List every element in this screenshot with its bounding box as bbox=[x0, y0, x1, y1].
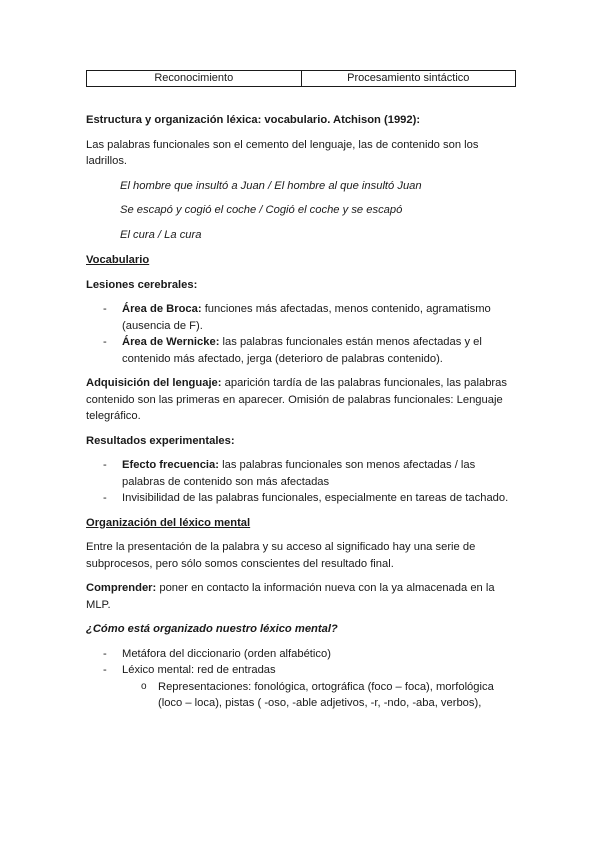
text-wernicke: las palabras funcionales están menos afectadas y el contenido más afectado, jerga (deterioro de palabras contenido). bbox=[122, 336, 482, 365]
list-item-wernicke bbox=[86, 334, 516, 367]
circle-bullet: o bbox=[141, 680, 147, 692]
heading-lesiones: Lesiones cerebrales: bbox=[86, 278, 198, 291]
document-page bbox=[86, 70, 516, 720]
final-list bbox=[86, 646, 516, 712]
lesiones-list bbox=[86, 301, 516, 367]
heading-estructura: Estructura y organización léxica: vocabulario. Atchison (1992): bbox=[86, 114, 421, 126]
text-adquisicion: aparición tardía de las palabras funcionales, las palabras contenido son las primeras en aparecer. Omisión de palabras funcionales: Lenguaje telegráfico. bbox=[86, 377, 507, 422]
paragraph-adquisicion bbox=[86, 375, 516, 425]
section-vocabulario: Vocabulario bbox=[86, 254, 150, 266]
label-broca: Área de Broca: bbox=[122, 303, 202, 315]
table-cell-procesamiento: Procesamiento sintáctico bbox=[301, 71, 516, 87]
intro-paragraph: Las palabras funcionales son el cemento del lenguaje, las de contenido son los ladrillos. bbox=[86, 138, 479, 167]
text-representaciones: Representaciones: fonológica, ortográfica (foco – foca), morfológica (loco – loca), pistas ( -oso, -able adjetivos, -r, -ndo, -aba, verbos), bbox=[158, 680, 494, 709]
example-1: El hombre que insultó a Juan / El hombre al que insultó Juan bbox=[120, 179, 422, 192]
dash-bullet: - bbox=[103, 303, 107, 315]
table-row bbox=[87, 71, 516, 87]
paragraph-comprender bbox=[86, 580, 516, 613]
dash-bullet: - bbox=[103, 336, 107, 348]
label-frecuencia: Efecto frecuencia: bbox=[122, 459, 219, 471]
section-organizacion: Organización del léxico mental bbox=[86, 516, 251, 529]
text-frecuencia: las palabras funcionales son menos afectadas / las palabras de contenido son más afectadas bbox=[122, 459, 476, 488]
text-lexico: Léxico mental: red de entradas bbox=[122, 664, 276, 676]
resultados-list bbox=[86, 457, 516, 507]
list-item-metafora bbox=[86, 646, 516, 663]
example-2: Se escapó y cogió el coche / Cogió el coche y se escapó bbox=[120, 204, 403, 216]
text-metafora: Metáfora del diccionario (orden alfabético) bbox=[122, 647, 331, 660]
list-item-invisibilidad bbox=[86, 490, 516, 507]
dash-bullet: - bbox=[103, 459, 107, 471]
table-cell-reconocimiento: Reconocimiento bbox=[87, 71, 302, 87]
text-invisibilidad: Invisibilidad de las palabras funcionales, especialmente en tareas de tachado. bbox=[122, 492, 509, 504]
text-comprender: poner en contacto la información nueva con la ya almacenada en la MLP. bbox=[86, 582, 495, 611]
list-item-broca bbox=[86, 301, 516, 334]
label-adquisicion: Adquisición del lenguaje: bbox=[86, 377, 222, 389]
heading-resultados: Resultados experimentales: bbox=[86, 434, 235, 447]
example-3: El cura / La cura bbox=[120, 228, 202, 241]
list-item-lexico bbox=[86, 662, 516, 712]
paragraph-organizacion: Entre la presentación de la palabra y su acceso al significado hay una serie de subprocesos, pero sólo somos conscientes del resultado final. bbox=[86, 541, 476, 570]
question-heading: ¿Cómo está organizado nuestro léxico mental? bbox=[86, 623, 338, 635]
text-broca: funciones más afectadas, menos contenido, agramatismo (ausencia de F). bbox=[122, 303, 491, 332]
dash-bullet: - bbox=[103, 647, 107, 660]
label-comprender: Comprender: bbox=[86, 582, 157, 594]
label-wernicke: Área de Wernicke: bbox=[122, 336, 220, 348]
list-item-frecuencia bbox=[86, 457, 516, 490]
dash-bullet: - bbox=[103, 664, 107, 676]
sub-item-representaciones bbox=[122, 679, 516, 712]
header-table bbox=[86, 70, 516, 87]
sub-list bbox=[122, 679, 516, 712]
dash-bullet: - bbox=[103, 492, 107, 504]
